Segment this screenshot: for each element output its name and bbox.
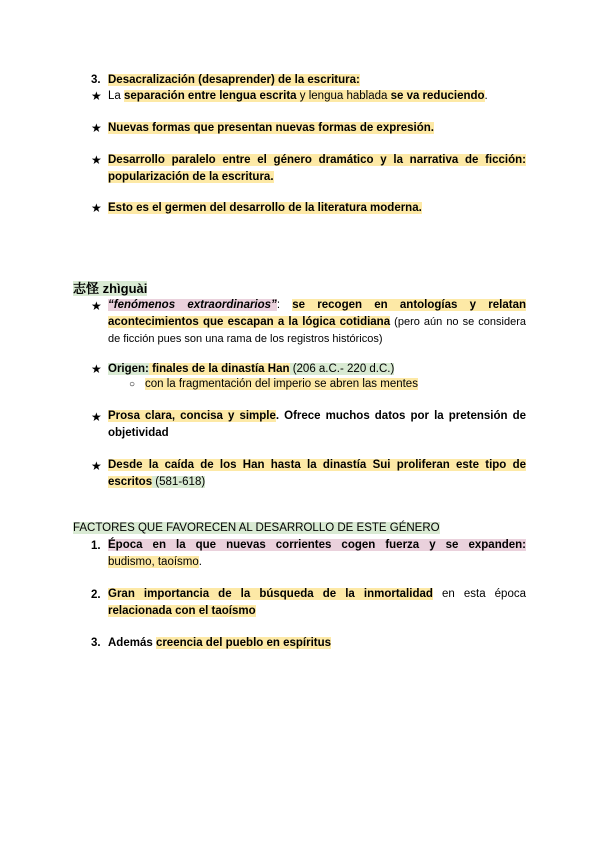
highlight-span: (206 a.C.- 220 d.C.) [289, 363, 395, 375]
highlight-span: Origen: [108, 363, 149, 375]
star-bullet-icon: ★ [91, 89, 102, 103]
bullet-text [108, 121, 434, 136]
list-number: 2. [91, 589, 101, 601]
list-item-text [108, 586, 526, 620]
bullet-text [108, 201, 422, 216]
highlight-span: Desde la caída de los Han hasta la dinastía Sui proliferan este tipo de escritos [108, 459, 526, 488]
text-span: . [484, 90, 488, 102]
section-title-text: 志怪 zhìguài [73, 281, 148, 296]
bullet-text [108, 362, 394, 377]
highlight-span: se recogen en antologías y relatan acontecimientos que escapan a la lógica cotidiana [108, 299, 526, 328]
star-bullet-icon: ★ [91, 362, 102, 376]
star-bullet-icon: ★ [91, 410, 102, 424]
text-span: en esta época [432, 588, 526, 600]
text-span: . Ofrece muchos datos por la pretensión de objetividad [108, 410, 526, 439]
highlight-span: separación entre lengua escrita [124, 90, 297, 102]
sub-bullet-text [145, 377, 418, 392]
list-item-text [108, 636, 331, 651]
star-bullet-icon: ★ [91, 121, 102, 135]
highlight-span: finales de la dinastía Han [148, 363, 290, 375]
star-bullet-icon: ★ [91, 459, 102, 473]
list-number: 3. [91, 637, 101, 649]
section-title [73, 280, 147, 298]
highlight-span: y lengua hablada [296, 90, 391, 102]
bullet-text [108, 89, 488, 104]
highlight-span: Desarrollo paralelo entre el género dramático y la narrativa de ficción: [108, 154, 526, 166]
highlight-span: popularización de la escritura. [108, 171, 274, 183]
highlight-span: (581-618) [152, 476, 206, 488]
star-bullet-icon: ★ [91, 299, 102, 313]
highlight-span: “fenómenos extraordinarios” [108, 299, 277, 311]
bullet-text [108, 152, 526, 186]
text-span: La [108, 90, 124, 102]
list-number: 1. [91, 540, 101, 552]
highlight-span: Nuevas formas que presentan nuevas formas de expresión. [108, 122, 434, 134]
item-title-text: Desacralización (desaprender) de la escritura: [108, 74, 360, 86]
highlight-span: budismo, taoísmo [108, 556, 199, 568]
star-bullet-icon: ★ [91, 153, 102, 167]
circle-bullet-icon: ○ [129, 379, 136, 390]
text-span: (pero aún no se considera de ficción pues son una rama de los registros históricos) [108, 316, 526, 345]
highlight-span: Época en la que nuevas corrientes cogen fuerza y se expanden: [108, 539, 526, 551]
highlight-span: Prosa clara, concisa y simple [108, 410, 276, 422]
list-item-title [108, 73, 360, 88]
highlight-span: con la fragmentación del imperio se abren las mentes [145, 378, 418, 390]
text-span: . [198, 556, 202, 568]
section-heading-text: FACTORES QUE FAVORECEN AL DESARROLLO DE ESTE GÉNERO [73, 522, 440, 534]
highlight-span: Esto es el germen del desarrollo de la literatura moderna. [108, 202, 422, 214]
list-number: 3. [91, 74, 101, 86]
bullet-text [108, 457, 526, 491]
bullet-text [108, 408, 526, 442]
star-bullet-icon: ★ [91, 201, 102, 215]
list-item-text [108, 537, 526, 571]
bullet-text [108, 297, 526, 348]
highlight-span: se va reduciendo [390, 90, 485, 102]
highlight-span: relacionada con el taoísmo [108, 605, 256, 617]
highlight-span: creencia del pueblo en espíritus [155, 637, 332, 649]
highlight-span: Gran importancia de la búsqueda de la inmortalidad [108, 588, 433, 600]
text-span: Además [108, 637, 156, 649]
text-span: : [276, 299, 293, 311]
section-heading [73, 521, 440, 536]
